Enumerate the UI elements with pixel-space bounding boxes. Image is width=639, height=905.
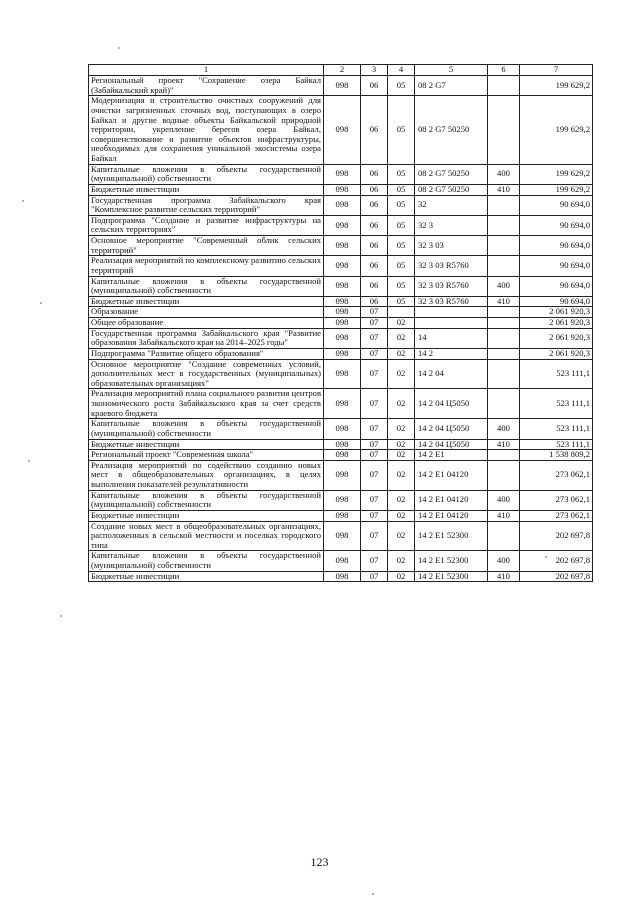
row-amount: 90 694,0 <box>520 215 593 235</box>
row-subsection-code: 02 <box>388 510 415 521</box>
row-ministry-code: 098 <box>324 439 361 450</box>
row-name: Капитальные вложения в объекты государственной (муниципальной) собственности <box>89 490 324 510</box>
row-expense-type <box>488 96 520 164</box>
row-ministry-code: 098 <box>324 215 361 235</box>
scan-speck <box>40 302 42 304</box>
row-expense-type <box>488 460 520 490</box>
row-amount: 202 697,8 <box>520 571 593 582</box>
row-expense-type <box>488 76 520 96</box>
row-name: Модернизация и строительство очистных сооружений для очистки загрязненных сточных вод, поступающих в озеро Байкал и другие водные объекты Байкальской природной территории, укрепление берегов озера Байкал, совершенствование и развитие объектов инфраструктуры, необходимых для сохранения уникальной экосистемы озера Байкал <box>89 96 324 164</box>
row-name: Бюджетные инвестиции <box>89 571 324 582</box>
row-name: Основное мероприятие "Современный облик сельских территорий" <box>89 236 324 256</box>
row-expense-type <box>488 256 520 276</box>
row-ministry-code: 098 <box>324 348 361 359</box>
table-row <box>89 96 593 164</box>
row-target-code: 08 2 G7 <box>415 76 488 96</box>
row-section-code: 06 <box>361 164 388 184</box>
table-row <box>89 318 593 329</box>
scan-speck <box>372 893 374 895</box>
row-ministry-code: 098 <box>324 359 361 389</box>
row-name: Государственная программа Забайкальского края "Комплексное развитие сельских территорий" <box>89 195 324 215</box>
table-row <box>89 195 593 215</box>
header-cell: 5 <box>415 65 488 76</box>
table-row <box>89 510 593 521</box>
row-name: Капитальные вложения в объекты государственной (муниципальной) собственности <box>89 276 324 296</box>
row-section-code: 07 <box>361 348 388 359</box>
row-expense-type <box>488 328 520 348</box>
row-name: Образование <box>89 307 324 318</box>
row-amount: 273 062,1 <box>520 460 593 490</box>
row-subsection-code: 02 <box>388 521 415 551</box>
header-cell: 6 <box>488 65 520 76</box>
table-row <box>89 164 593 184</box>
row-amount: 90 694,0 <box>520 276 593 296</box>
row-target-code: 08 2 G7 50250 <box>415 96 488 164</box>
row-section-code: 06 <box>361 76 388 96</box>
row-expense-type <box>488 359 520 389</box>
row-name: Региональный проект "Сохранение озера Байкал (Забайкальский край)" <box>89 76 324 96</box>
row-ministry-code: 098 <box>324 195 361 215</box>
row-expense-type <box>488 236 520 256</box>
row-subsection-code: 02 <box>388 389 415 419</box>
row-target-code: 08 2 G7 50250 <box>415 184 488 195</box>
row-ministry-code: 098 <box>324 307 361 318</box>
row-subsection-code: 02 <box>388 419 415 439</box>
scan-speck <box>118 47 120 49</box>
row-expense-type: 410 <box>488 439 520 450</box>
row-ministry-code: 098 <box>324 571 361 582</box>
row-ministry-code: 098 <box>324 419 361 439</box>
row-section-code: 07 <box>361 439 388 450</box>
row-ministry-code: 098 <box>324 318 361 329</box>
row-target-code: 14 2 E1 04120 <box>415 460 488 490</box>
row-name: Государственная программа Забайкальского края "Развитие образования Забайкальского края на 2014–2025 годы" <box>89 328 324 348</box>
row-target-code: 32 3 03 <box>415 236 488 256</box>
row-target-code: 14 2 04 <box>415 359 488 389</box>
row-target-code: 08 2 G7 50250 <box>415 164 488 184</box>
row-section-code: 07 <box>361 571 388 582</box>
row-name: Капитальные вложения в объекты государственной (муниципальной) собственности <box>89 419 324 439</box>
table-row <box>89 215 593 235</box>
header-cell: 2 <box>324 65 361 76</box>
row-subsection-code: 02 <box>388 490 415 510</box>
header-cell: 4 <box>388 65 415 76</box>
row-ministry-code: 098 <box>324 328 361 348</box>
row-subsection-code: 05 <box>388 96 415 164</box>
row-amount: 199 629,2 <box>520 164 593 184</box>
row-amount: 523 111,1 <box>520 359 593 389</box>
row-name: Общее образование <box>89 318 324 329</box>
row-expense-type <box>488 195 520 215</box>
row-target-code: 14 <box>415 328 488 348</box>
row-section-code: 07 <box>361 389 388 419</box>
row-expense-type: 410 <box>488 571 520 582</box>
row-section-code: 06 <box>361 236 388 256</box>
row-name: Бюджетные инвестиции <box>89 439 324 450</box>
row-subsection-code: 05 <box>388 276 415 296</box>
row-name: Бюджетные инвестиции <box>89 510 324 521</box>
row-subsection-code <box>388 307 415 318</box>
row-expense-type <box>488 215 520 235</box>
row-section-code: 06 <box>361 256 388 276</box>
budget-table <box>88 64 593 582</box>
row-subsection-code: 02 <box>388 359 415 389</box>
row-section-code: 07 <box>361 460 388 490</box>
row-ministry-code: 098 <box>324 551 361 571</box>
row-section-code: 06 <box>361 296 388 307</box>
table-row <box>89 571 593 582</box>
row-section-code: 06 <box>361 96 388 164</box>
page-number: 123 <box>310 855 329 869</box>
row-expense-type: 400 <box>488 490 520 510</box>
row-subsection-code: 05 <box>388 256 415 276</box>
row-name: Подпрограмма "Развитие общего образования" <box>89 348 324 359</box>
row-target-code: 14 2 E1 52300 <box>415 521 488 551</box>
row-section-code: 06 <box>361 184 388 195</box>
row-expense-type <box>488 521 520 551</box>
row-section-code: 07 <box>361 510 388 521</box>
row-expense-type: 410 <box>488 184 520 195</box>
row-target-code: 14 2 E1 52300 <box>415 571 488 582</box>
row-amount: 2 061 920,3 <box>520 328 593 348</box>
row-expense-type: 400 <box>488 164 520 184</box>
scan-speck <box>22 200 24 202</box>
row-ministry-code: 098 <box>324 490 361 510</box>
scan-speck <box>28 460 30 462</box>
row-subsection-code: 02 <box>388 571 415 582</box>
table-row <box>89 76 593 96</box>
row-subsection-code: 05 <box>388 76 415 96</box>
row-ministry-code: 098 <box>324 76 361 96</box>
scan-speck <box>60 615 62 617</box>
row-ministry-code: 098 <box>324 164 361 184</box>
table-row <box>89 419 593 439</box>
row-amount: 2 061 920,3 <box>520 348 593 359</box>
table-row <box>89 328 593 348</box>
row-name: Основное мероприятие "Создание современных условий, дополнительных мест в государственных (муниципальных) образовательных организациях" <box>89 359 324 389</box>
row-subsection-code: 05 <box>388 184 415 195</box>
row-name: Бюджетные инвестиции <box>89 296 324 307</box>
row-section-code: 07 <box>361 359 388 389</box>
table-row <box>89 184 593 195</box>
row-ministry-code: 098 <box>324 389 361 419</box>
row-section-code: 07 <box>361 551 388 571</box>
table-row <box>89 348 593 359</box>
scan-speck <box>545 556 547 558</box>
row-ministry-code: 098 <box>324 521 361 551</box>
row-amount: 523 111,1 <box>520 419 593 439</box>
row-name: Капитальные вложения в объекты государственной (муниципальной) собственности <box>89 164 324 184</box>
row-amount: 90 694,0 <box>520 296 593 307</box>
row-section-code: 06 <box>361 215 388 235</box>
row-amount: 2 061 920,3 <box>520 307 593 318</box>
row-amount: 199 629,2 <box>520 96 593 164</box>
row-expense-type <box>488 318 520 329</box>
row-ministry-code: 098 <box>324 460 361 490</box>
row-amount: 2 061 920,3 <box>520 318 593 329</box>
row-ministry-code: 098 <box>324 450 361 461</box>
row-target-code: 14 2 04 Ц5050 <box>415 419 488 439</box>
row-subsection-code: 02 <box>388 328 415 348</box>
row-target-code: 14 2 E1 04120 <box>415 490 488 510</box>
row-target-code <box>415 318 488 329</box>
row-subsection-code: 02 <box>388 439 415 450</box>
row-target-code: 14 2 <box>415 348 488 359</box>
table-row <box>89 359 593 389</box>
table-row <box>89 236 593 256</box>
row-target-code: 32 3 03 R5760 <box>415 276 488 296</box>
row-amount: 1 538 809,2 <box>520 450 593 461</box>
row-name: Капитальные вложения в объекты государственной (муниципальной) собственности <box>89 551 324 571</box>
row-ministry-code: 098 <box>324 236 361 256</box>
row-section-code: 07 <box>361 419 388 439</box>
row-ministry-code: 098 <box>324 276 361 296</box>
row-target-code <box>415 307 488 318</box>
row-expense-type <box>488 307 520 318</box>
row-target-code: 14 2 04 Ц5050 <box>415 439 488 450</box>
table-row <box>89 551 593 571</box>
row-expense-type <box>488 450 520 461</box>
table-row <box>89 276 593 296</box>
row-subsection-code: 02 <box>388 551 415 571</box>
table-row <box>89 490 593 510</box>
row-subsection-code: 05 <box>388 236 415 256</box>
table-row <box>89 307 593 318</box>
row-name: Реализация мероприятий по содействию созданию новых мест в общеобразовательных организациях, в целях выполнения показателей результативности <box>89 460 324 490</box>
row-ministry-code: 098 <box>324 256 361 276</box>
row-name: Бюджетные инвестиции <box>89 184 324 195</box>
row-ministry-code: 098 <box>324 510 361 521</box>
row-amount: 523 111,1 <box>520 439 593 450</box>
row-section-code: 06 <box>361 195 388 215</box>
row-subsection-code: 05 <box>388 195 415 215</box>
row-expense-type: 410 <box>488 296 520 307</box>
row-subsection-code: 05 <box>388 296 415 307</box>
row-amount: 202 697,8 <box>520 521 593 551</box>
row-expense-type: 410 <box>488 510 520 521</box>
row-amount: 523 111,1 <box>520 389 593 419</box>
row-subsection-code: 02 <box>388 318 415 329</box>
row-subsection-code: 02 <box>388 348 415 359</box>
row-section-code: 07 <box>361 328 388 348</box>
row-section-code: 07 <box>361 318 388 329</box>
row-ministry-code: 098 <box>324 96 361 164</box>
row-name: Создание новых мест в общеобразовательных организациях, расположенных в сельской местности и поселках городского типа <box>89 521 324 551</box>
row-amount: 90 694,0 <box>520 195 593 215</box>
row-expense-type: 400 <box>488 276 520 296</box>
table-row <box>89 460 593 490</box>
table-row <box>89 256 593 276</box>
row-name: Реализация мероприятий по комплексному развитию сельских территорий <box>89 256 324 276</box>
table-row <box>89 296 593 307</box>
header-cell: 7 <box>520 65 593 76</box>
row-target-code: 14 2 E1 52300 <box>415 551 488 571</box>
row-expense-type: 400 <box>488 551 520 571</box>
row-ministry-code: 098 <box>324 296 361 307</box>
row-section-code: 07 <box>361 450 388 461</box>
row-subsection-code: 05 <box>388 215 415 235</box>
row-target-code: 32 3 03 R5760 <box>415 256 488 276</box>
row-target-code: 32 3 <box>415 215 488 235</box>
row-target-code: 14 2 E1 04120 <box>415 510 488 521</box>
row-name: Региональный проект "Современная школа" <box>89 450 324 461</box>
row-section-code: 07 <box>361 521 388 551</box>
header-row <box>89 65 593 76</box>
row-subsection-code: 05 <box>388 164 415 184</box>
table-row <box>89 521 593 551</box>
row-amount: 90 694,0 <box>520 256 593 276</box>
row-section-code: 07 <box>361 490 388 510</box>
row-target-code: 32 3 03 R5760 <box>415 296 488 307</box>
row-section-code: 07 <box>361 307 388 318</box>
row-amount: 202 697,8 <box>520 551 593 571</box>
row-name: Реализация мероприятий плана социального развития центров экономического роста Забайкальского края за счет средств краевого бюджета <box>89 389 324 419</box>
table-row <box>89 439 593 450</box>
row-ministry-code: 098 <box>324 184 361 195</box>
table-row <box>89 450 593 461</box>
header-cell: 1 <box>89 65 324 76</box>
row-amount: 273 062,1 <box>520 510 593 521</box>
row-expense-type <box>488 389 520 419</box>
row-amount: 199 629,2 <box>520 184 593 195</box>
row-section-code: 06 <box>361 276 388 296</box>
row-target-code: 32 <box>415 195 488 215</box>
row-expense-type: 400 <box>488 419 520 439</box>
row-expense-type <box>488 348 520 359</box>
row-target-code: 14 2 04 Ц5050 <box>415 389 488 419</box>
row-subsection-code: 02 <box>388 450 415 461</box>
row-target-code: 14 2 E1 <box>415 450 488 461</box>
header-cell: 3 <box>361 65 388 76</box>
row-amount: 273 062,1 <box>520 490 593 510</box>
table-row <box>89 389 593 419</box>
row-name: Подпрограмма "Создание и развитие инфраструктуры на сельских территориях" <box>89 215 324 235</box>
row-subsection-code: 02 <box>388 460 415 490</box>
row-amount: 199 629,2 <box>520 76 593 96</box>
row-amount: 90 694,0 <box>520 236 593 256</box>
